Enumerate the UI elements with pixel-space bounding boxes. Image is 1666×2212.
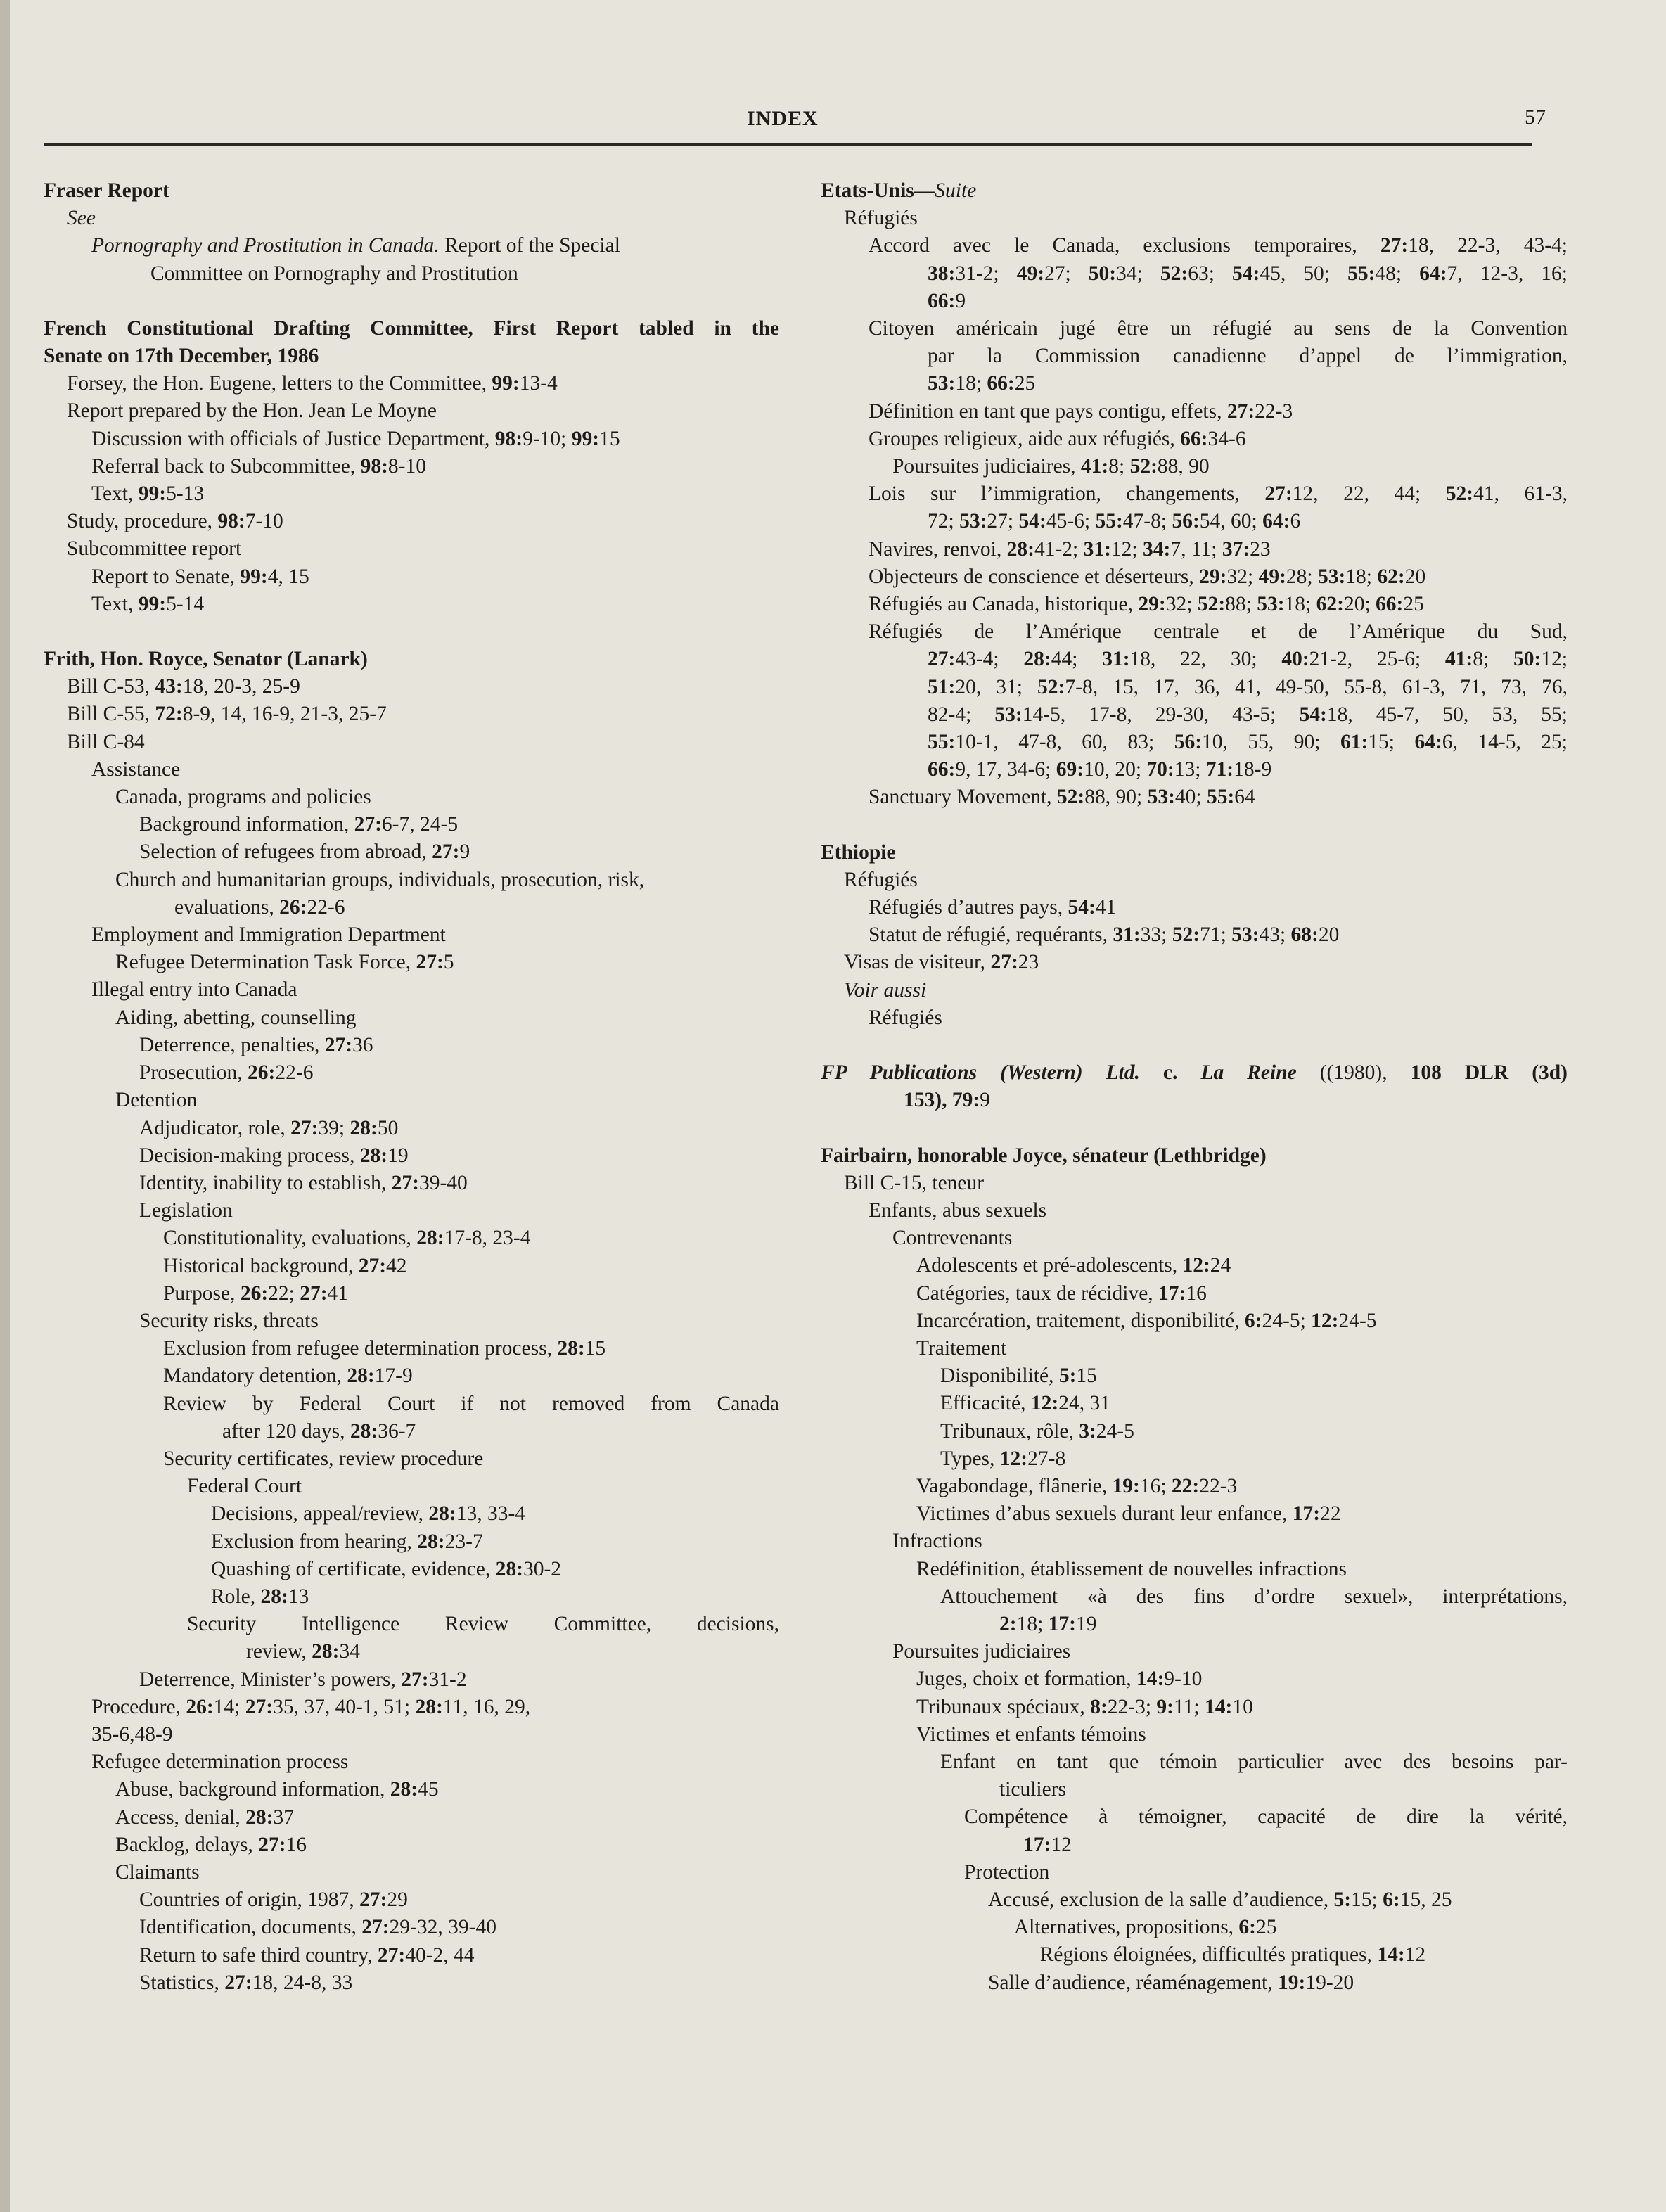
index-entry: Voir aussi — [844, 978, 927, 1002]
index-entry: Traitement — [916, 1336, 1007, 1360]
index-heading: Senate on 17th December, 1986 — [44, 345, 319, 368]
index-entry: Quashing of certificate, evidence, 28:30-2 — [211, 1557, 562, 1580]
index-entry: Detention — [115, 1089, 198, 1112]
index-entry: Victimes et enfants témoins — [916, 1722, 1146, 1746]
index-entry: Forsey, the Hon. Eugene, letters to the Committee, 99:13-4 — [67, 372, 558, 395]
index-entry-continuation: 2:18; 17:19 — [999, 1612, 1097, 1635]
index-entry: Identity, inability to establish, 27:39-40 — [139, 1171, 468, 1194]
index-entry: Régions éloignées, difficultés pratiques, 14:12 — [988, 1943, 1426, 1967]
index-entry: Groupes religieux, aide aux réfugiés, 66:34-6 — [869, 427, 1246, 450]
index-entry: Types, 12:27-8 — [940, 1447, 1066, 1470]
index-entry-continuation: evaluations, 26:22-6 — [174, 895, 345, 919]
index-entry: Redéfinition, établissement de nouvelles infractions — [916, 1557, 1347, 1580]
index-entry: Countries of origin, 1987, 27:29 — [139, 1888, 408, 1912]
index-entry: Bill C-53, 43:18, 20-3, 25-9 — [67, 675, 300, 698]
index-entry: Navires, renvoi, 28:41-2; 31:12; 34:7, 11; 37:23 — [869, 537, 1271, 561]
index-entry: Catégories, taux de récidive, 17:16 — [916, 1281, 1207, 1305]
index-entry: Accusé, exclusion de la salle d’audience, 5:15; 6:15, 25 — [988, 1888, 1452, 1911]
index-entry: Deterrence, penalties, 27:36 — [139, 1033, 373, 1056]
index-entry: Return to safe third country, 27:40-2, 44 — [139, 1943, 475, 1967]
index-entry: Enfant en tant que témoin particulier avec des besoins par- — [940, 1750, 1568, 1773]
index-entry: Employment and Immigration Department — [91, 923, 446, 947]
index-entry-continuation: par la Commission canadienne d’appel de l’immigration, — [928, 345, 1568, 368]
index-entry: Refugee determination process — [91, 1751, 349, 1774]
index-entry: Purpose, 26:22; 27:41 — [163, 1281, 349, 1305]
index-column-right — [821, 177, 1568, 1997]
header-divider — [44, 143, 1532, 146]
entry-spacer — [44, 288, 779, 315]
index-entry-continuation: after 120 days, 28:36-7 — [222, 1419, 416, 1443]
index-entry: Canada, programs and policies — [115, 786, 371, 809]
index-entry: Efficacité, 12:24, 31 — [940, 1392, 1110, 1415]
index-entry: Report to Senate, 99:4, 15 — [91, 565, 309, 588]
index-entry-continuation: ticuliers — [999, 1778, 1067, 1801]
index-entry: Lois sur l’immigration, changements, 27:12, 22, 44; 52:41, 61-3, — [869, 482, 1568, 506]
index-entry: Assistance — [91, 757, 181, 781]
index-entry: Review by Federal Court if not removed from Canada — [163, 1392, 779, 1415]
index-entry: Alternatives, propositions, 6:25 — [988, 1916, 1277, 1939]
entry-spacer — [44, 618, 779, 646]
index-entry: Legislation — [139, 1199, 233, 1222]
index-heading: Ethiopie — [821, 840, 896, 864]
index-entry-continuation: 66:9, 17, 34-6; 69:10, 20; 70:13; 71:18-9 — [928, 758, 1272, 781]
index-entry: 35-6,48-9 — [91, 1722, 173, 1746]
index-entry: Sanctuary Movement, 52:88, 90; 53:40; 55:64 — [869, 786, 1255, 809]
index-heading: Fraser Report — [44, 179, 169, 202]
index-entry: Referral back to Subcommittee, 98:8-10 — [91, 454, 426, 478]
index-entry: Decision-making process, 28:19 — [139, 1144, 409, 1167]
index-entry: Bill C-84 — [67, 730, 145, 753]
index-entry: Contrevenants — [892, 1227, 1013, 1250]
index-entry-continuation: 72; 53:27; 54:45-6; 55:47-8; 56:54, 60; 64:6 — [928, 510, 1301, 533]
index-entry: Constitutionality, evaluations, 28:17-8, 23-4 — [163, 1227, 531, 1250]
index-entry: Security risks, threats — [139, 1309, 319, 1332]
entry-spacer — [821, 1032, 1568, 1059]
running-header-title: INDEX — [747, 107, 819, 130]
index-entry: Refugee Determination Task Force, 27:5 — [115, 951, 454, 974]
index-entry: Study, procedure, 98:7-10 — [67, 510, 283, 533]
index-entry-continuation: 27:43-4; 28:44; 31:18, 22, 30; 40:21-2, 25-6; 41:8; 50:12; — [928, 648, 1568, 671]
index-entry: Réfugiés d’autres pays, 54:41 — [869, 896, 1117, 919]
index-entry: Prosecution, 26:22-6 — [139, 1061, 314, 1085]
index-entry: Abuse, background information, 28:45 — [115, 1778, 439, 1801]
index-entry: Background information, 27:6-7, 24-5 — [139, 813, 459, 836]
index-entry: Access, denial, 28:37 — [115, 1805, 294, 1829]
index-heading: Frith, Hon. Royce, Senator (Lanark) — [44, 648, 368, 671]
index-entry: Deterrence, Minister’s powers, 27:31-2 — [139, 1668, 467, 1691]
index-entry: Accord avec le Canada, exclusions temporaires, 27:18, 22-3, 43-4; — [869, 234, 1568, 257]
index-heading: Fairbairn, honorable Joyce, sénateur (Lethbridge) — [821, 1144, 1267, 1167]
index-entry: Subcommittee report — [67, 537, 242, 561]
index-entry: Historical background, 27:42 — [163, 1254, 407, 1277]
index-entry: Réfugiés de l’Amérique centrale et de l’Amérique du Sud, — [869, 620, 1568, 644]
index-entry: Backlog, delays, 27:16 — [115, 1833, 307, 1856]
index-entry-continuation: 66:9 — [928, 289, 966, 312]
index-entry: Church and humanitarian groups, individuals, prosecution, risk, — [115, 868, 645, 891]
index-entry: Protection — [964, 1860, 1050, 1884]
index-entry: Tribunaux spéciaux, 8:22-3; 9:11; 14:10 — [916, 1695, 1253, 1718]
index-entry: Tribunaux, rôle, 3:24-5 — [940, 1419, 1134, 1443]
index-entry: Etats-Unis—Suite — [821, 179, 977, 202]
index-entry: Adjudicator, role, 27:39; 28:50 — [139, 1116, 399, 1139]
index-entry: Attouchement «à des fins d’ordre sexuel», interprétations, — [940, 1585, 1568, 1608]
index-entry: Aiding, abetting, counselling — [115, 1006, 357, 1029]
index-entry: Claimants — [115, 1860, 200, 1884]
index-entry: Victimes d’abus sexuels durant leur enfance, 17:22 — [916, 1502, 1341, 1526]
index-entry: FP Publications (Western) Ltd. c. La Reine ((1980), 108 DLR (3d) — [821, 1061, 1568, 1085]
index-entry: Mandatory detention, 28:17-9 — [163, 1364, 413, 1388]
entry-spacer — [821, 812, 1568, 839]
index-entry: Visas de visiteur, 27:23 — [844, 951, 1039, 974]
index-entry: Illegal entry into Canada — [91, 978, 297, 1002]
index-entry: Compétence à témoigner, capacité de dire la vérité, — [964, 1805, 1568, 1829]
index-entry: Federal Court — [187, 1475, 302, 1498]
index-entry: Exclusion from hearing, 28:23-7 — [211, 1530, 483, 1553]
index-entry: See — [67, 207, 96, 230]
index-entry-continuation: review, 28:34 — [246, 1640, 360, 1663]
index-entry: Selection of refugees from abroad, 27:9 — [139, 840, 470, 864]
index-entry-continuation: 38:31-2; 49:27; 50:34; 52:63; 54:45, 50; 55:48; 64:7, 12-3, 16; — [928, 262, 1568, 285]
index-entry: Report prepared by the Hon. Jean Le Moyne — [67, 399, 437, 423]
index-entry: Exclusion from refugee determination process, 28:15 — [163, 1337, 606, 1360]
index-entry: Définition en tant que pays contigu, effets, 27:22-3 — [869, 399, 1293, 423]
index-entry: Statistics, 27:18, 24-8, 33 — [139, 1971, 353, 1994]
index-entry: Juges, choix et formation, 14:9-10 — [916, 1668, 1203, 1691]
index-entry: Text, 99:5-14 — [91, 592, 205, 615]
index-entry: Enfants, abus sexuels — [869, 1198, 1047, 1222]
index-entry: Objecteurs de conscience et déserteurs, 29:32; 49:28; 53:18; 62:20 — [869, 565, 1426, 588]
index-entry: Bill C-15, teneur — [844, 1171, 985, 1194]
index-entry: Vagabondage, flânerie, 19:16; 22:22-3 — [916, 1474, 1238, 1497]
index-entry: Role, 28:13 — [211, 1585, 309, 1608]
index-entry: Statut de réfugié, requérants, 31:33; 52:71; 53:43; 68:20 — [869, 923, 1340, 947]
index-entry-continuation: 55:10-1, 47-8, 60, 83; 56:10, 55, 90; 61:15; 64:6, 14-5, 25; — [928, 731, 1568, 754]
index-entry: Text, 99:5-13 — [91, 482, 205, 506]
index-entry: Pornography and Prostitution in Canada. Report of the Special — [91, 234, 620, 257]
index-entry-continuation: 153), 79:9 — [904, 1089, 990, 1112]
index-entry: Réfugiés — [869, 1006, 942, 1029]
scan-edge-shadow — [0, 0, 10, 2212]
index-entry-continuation: 51:20, 31; 52:7-8, 15, 17, 36, 41, 49-50, 55-8, 61-3, 71, 73, 76, — [928, 675, 1568, 698]
entry-spacer — [821, 1115, 1568, 1142]
index-entry-continuation: 82-4; 53:14-5, 17-8, 29-30, 43-5; 54:18, 45-7, 50, 53, 55; — [928, 703, 1568, 726]
index-entry: Infractions — [892, 1530, 982, 1553]
index-entry: Discussion with officials of Justice Department, 98:9-10; 99:15 — [91, 427, 620, 450]
index-entry: Réfugiés — [844, 207, 918, 230]
index-column-left — [44, 177, 779, 1997]
index-entry: Procedure, 26:14; 27:35, 37, 40-1, 51; 28:11, 16, 29, — [91, 1695, 531, 1718]
index-entry: Incarcération, traitement, disponibilité, 6:24-5; 12:24-5 — [916, 1309, 1377, 1332]
index-entry: Security Intelligence Review Committee, decisions, — [187, 1613, 779, 1636]
index-entry: Decisions, appeal/review, 28:13, 33-4 — [211, 1502, 526, 1526]
index-entry: Poursuites judiciaires, 41:8; 52:88, 90 — [892, 455, 1210, 478]
index-entry: Poursuites judiciaires — [892, 1640, 1071, 1663]
index-entry: Citoyen américain jugé être un réfugié au sens de la Convention — [869, 317, 1568, 340]
index-entry-continuation: 17:12 — [1023, 1833, 1072, 1856]
index-entry: Réfugiés au Canada, historique, 29:32; 52:88; 53:18; 62:20; 66:25 — [869, 593, 1424, 616]
index-entry: Bill C-55, 72:8-9, 14, 16-9, 21-3, 25-7 — [67, 703, 387, 726]
index-entry: Salle d’audience, réaménagement, 19:19-20 — [988, 1971, 1354, 1994]
index-entry: Adolescents et pré-adolescents, 12:24 — [916, 1254, 1231, 1277]
index-entry-continuation: Committee on Pornography and Prostitution — [150, 262, 518, 285]
page-number: 57 — [1525, 106, 1546, 129]
index-entry: Identification, documents, 27:29-32, 39-40 — [139, 1916, 496, 1939]
index-heading: French Constitutional Drafting Committee, First Report tabled in the — [44, 317, 779, 340]
index-entry-continuation: 53:18; 66:25 — [928, 372, 1036, 395]
index-entry: Réfugiés — [844, 868, 918, 891]
index-entry: Disponibilité, 5:15 — [940, 1364, 1097, 1388]
index-entry: Security certificates, review procedure — [163, 1447, 484, 1470]
